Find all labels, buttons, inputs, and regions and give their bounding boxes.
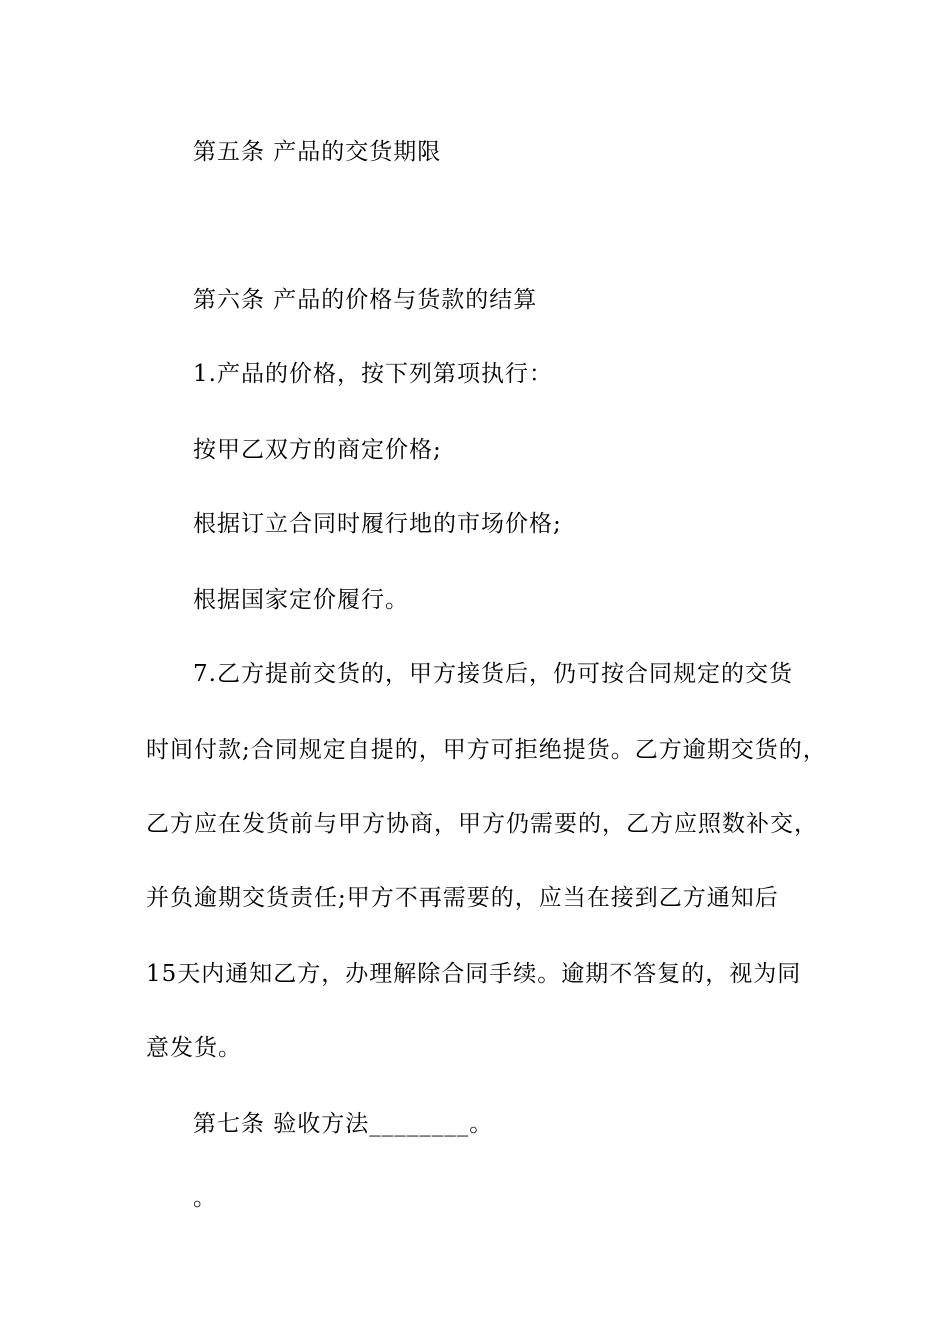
price-item-intro: 1.产品的价格，按下列第项执行： bbox=[193, 361, 553, 387]
paragraph-7-line-1: 7.乙方提前交货的，甲方接货后，仍可按合同规定的交货 bbox=[193, 661, 793, 687]
paragraph-7-line-4: 并负逾期交货责任;甲方不再需要的，应当在接到乙方通知后 bbox=[146, 885, 779, 911]
article-6-heading: 第六条 产品的价格与货款的结算 bbox=[193, 287, 538, 313]
paragraph-7-line-5: 15天内通知乙方，办理解除合同手续。逾期不答复的，视为同 bbox=[146, 961, 802, 987]
paragraph-7-line-6: 意发货。 bbox=[146, 1035, 242, 1061]
price-option-state: 根据国家定价履行。 bbox=[193, 587, 409, 613]
price-option-market: 根据订立合同时履行地的市场价格; bbox=[193, 511, 562, 537]
article-5-heading: 第五条 产品的交货期限 bbox=[193, 139, 442, 165]
price-option-negotiated: 按甲乙双方的商定价格; bbox=[193, 437, 442, 463]
article-7-heading: 第七条 验收方法________。 bbox=[193, 1111, 494, 1137]
trailing-mark: 。 bbox=[193, 1185, 217, 1211]
paragraph-7-line-3: 乙方应在发货前与甲方协商，甲方仍需要的，乙方应照数补交， bbox=[146, 811, 818, 837]
paragraph-7-line-2: 时间付款;合同规定自提的，甲方可拒绝提货。乙方逾期交货的， bbox=[146, 737, 827, 763]
